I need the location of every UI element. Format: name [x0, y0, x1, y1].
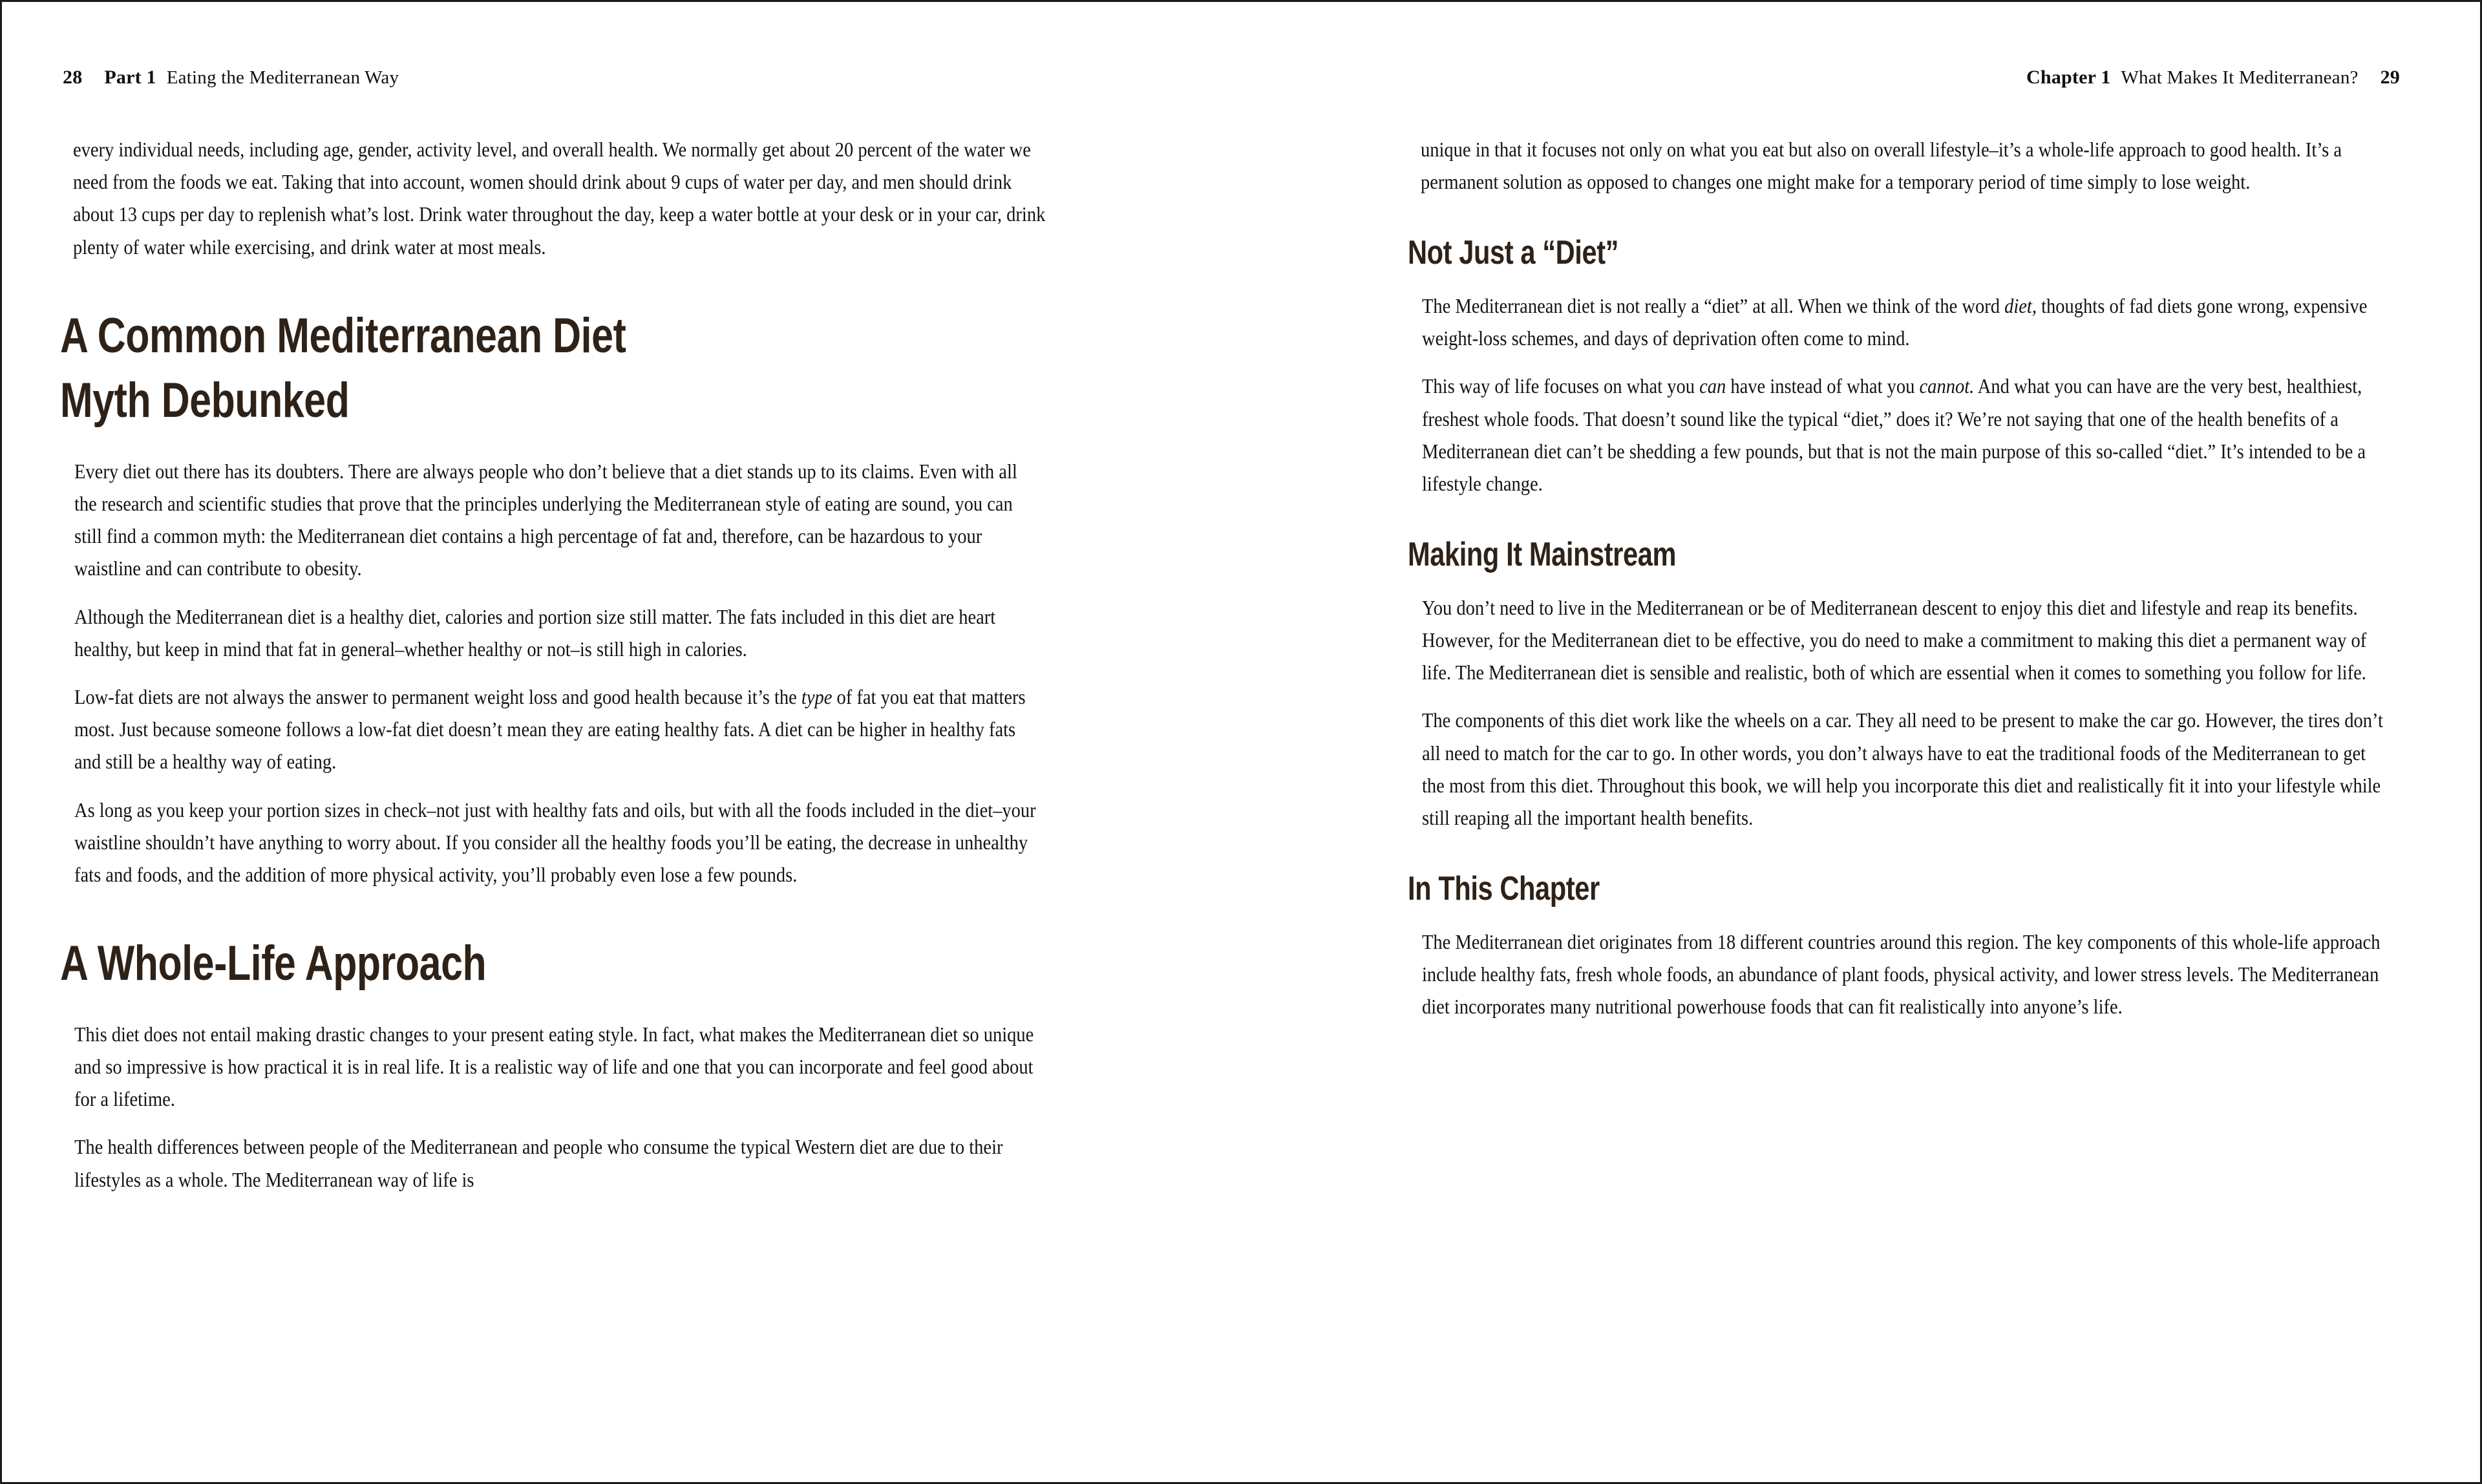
page-heading-b-not-just-a-diet: Not Just a “Diet” — [1408, 234, 1619, 272]
page-heading-b-in-this-chapter: In This Chapter — [1408, 870, 1600, 908]
heading-line: A Common Mediterranean Diet — [60, 308, 626, 363]
left-continuation-paragraph: every individual needs, including age, gender, activity level, and overall health. We normally get about 20 percent of the water we need from the foods we eat. Taking that into account, women should drink about 9 cups of water per day, and men should drink about 13 cups per day to replenish what’s lost. Drink water throughout the day, keep a water bottle at your desk or in your car, drink plenty of water while exercising, and drink water at most meals. — [73, 138, 1046, 259]
left-text-column — [60, 134, 1046, 1196]
page-heading-a-whole-life-approach — [60, 931, 846, 996]
heading-line: Myth Debunked — [60, 373, 350, 429]
paragraph: Low-fat diets are not always the answer to permanent weight loss and good health because it’s the type of fat you eat that matters most. Just because someone follows a low-fat diet doesn’t mean they are eating healthy fats. A diet can be higher in healthy fats and still be a healthy way of eating. — [74, 685, 1026, 774]
paragraph: The Mediterranean diet is not really a “diet” at all. When we think of the word diet, thoughts of fad diets gone wrong, expensive weight-loss schemes, and days of deprivation often come to mind. — [1422, 294, 2368, 350]
heading-group-not-just-a-diet — [1408, 233, 2390, 273]
paragraph: Although the Mediterranean diet is a healthy diet, calories and portion size still matter. The fats included in this diet are heart healthy, but keep in mind that fat in general–whether healthy or not–is still high in calories. — [74, 605, 996, 661]
right-folio: 29 — [2380, 67, 2400, 88]
paragraph: You don’t need to live in the Mediterranean or be of Mediterranean descent to enjoy this diet and lifestyle and reap its benefits. However, for the Mediterranean diet to be effective, you do need to make a commitment to making this diet a permanent way of life. The Mediterranean diet is sensible and realistic, both of which are essential when it comes to something you follow for life. — [1422, 596, 2367, 684]
right-text-column — [1408, 134, 2390, 1023]
paragraph: Every diet out there has its doubters. There are always people who don’t believe that a diet stands up to its claims. Even with all the research and scientific studies that prove that the principles underlying the Mediterranean style of eating are sound, you can still find a common myth: the Mediterranean diet contains a high percentage of fat and, therefore, can be hazardous to your waistline and can contribute to obesity. — [74, 460, 1017, 580]
heading-line: A Whole-Life Approach — [60, 936, 487, 991]
right-page — [1356, 2, 2480, 1482]
page-heading-a-myth-debunked — [60, 304, 846, 434]
heading-group-making-it-mainstream — [1408, 535, 2390, 575]
heading-group-whole-life-approach — [60, 931, 1043, 996]
section-body-in-this-chapter — [1422, 926, 2390, 1024]
paragraph: The health differences between people of the Mediterranean and people who consume the typical Western diet are due to their lifestyles as a whole. The Mediterranean way of life is — [74, 1136, 1003, 1191]
section-body-myth-debunked — [74, 456, 1043, 892]
left-folio: 28 — [63, 67, 83, 88]
paragraph: The components of this diet work like the wheels on a car. They all need to be present to make the car go. However, the tires don’t all need to match for the car to go. In other words, you don’t always have to eat the traditional foods of the Mediterranean to get the most from this diet. Throughout this book, we will help you incorporate this diet and realistically fit it into your lifestyle while still reaping all the important health benefits. — [1422, 709, 2383, 829]
right-running-head-title: What Makes It Mediterranean? — [2121, 67, 2359, 88]
heading-group-in-this-chapter — [1408, 869, 2390, 909]
section-body-whole-life-approach — [74, 1019, 1043, 1196]
right-continuation-paragraph: unique in that it focuses not only on what you eat but also on overall lifestyle–it’s a whole-life approach to good health. It’s a permanent solution as opposed to changes one might make for a temporary period of time simply to lose weight. — [1421, 138, 2342, 194]
section-body-making-it-mainstream — [1422, 592, 2390, 835]
paragraph: This diet does not entail making drastic changes to your present eating style. In fact, what makes the Mediterranean diet so unique and so impressive is how practical it is in real life. It is a realistic way of life and one that you can incorporate and feel good about for a lifetime. — [74, 1023, 1034, 1111]
paragraph: As long as you keep your portion sizes in check–not just with healthy fats and oils, but with all the foods included in the diet–your waistline shouldn’t have anything to worry about. If you consider all the healthy foods you’ll be eating, the decrease in unhealthy fats and foods, and the addition of more physical activity, you’ll probably even lose a few pounds. — [74, 798, 1036, 887]
right-running-head — [1408, 67, 2402, 92]
paragraph: This way of life focuses on what you can have instead of what you cannot. And what you can have are the very best, healthiest, freshest whole foods. That doesn’t sound like the typical “diet,” does it? We’re not saying that one of the health benefits of a Mediterranean diet can’t be shedding a few pounds, but that is not the main purpose of this so-called “diet.” It’s intended to be a lifestyle change. — [1422, 375, 2366, 495]
right-running-head-chapter: Chapter 1 — [2026, 67, 2111, 88]
heading-group-myth-debunked — [60, 304, 1043, 434]
left-running-head-title: Eating the Mediterranean Way — [166, 67, 399, 88]
left-page — [2, 2, 1356, 1482]
page-heading-b-making-it-mainstream: Making It Mainstream — [1408, 536, 1677, 574]
left-running-head-part: Part 1 — [104, 67, 156, 88]
left-running-head — [60, 67, 1285, 92]
paragraph: The Mediterranean diet originates from 18 different countries around this region. The key components of this whole-life approach include healthy fats, fresh whole foods, an abundance of plant foods, physical activity, and lower stress levels. The Mediterranean diet incorporates many nutritional powerhouse foods that can fit realistically into anyone’s life. — [1422, 930, 2381, 1019]
section-body-not-just-a-diet — [1422, 290, 2390, 500]
